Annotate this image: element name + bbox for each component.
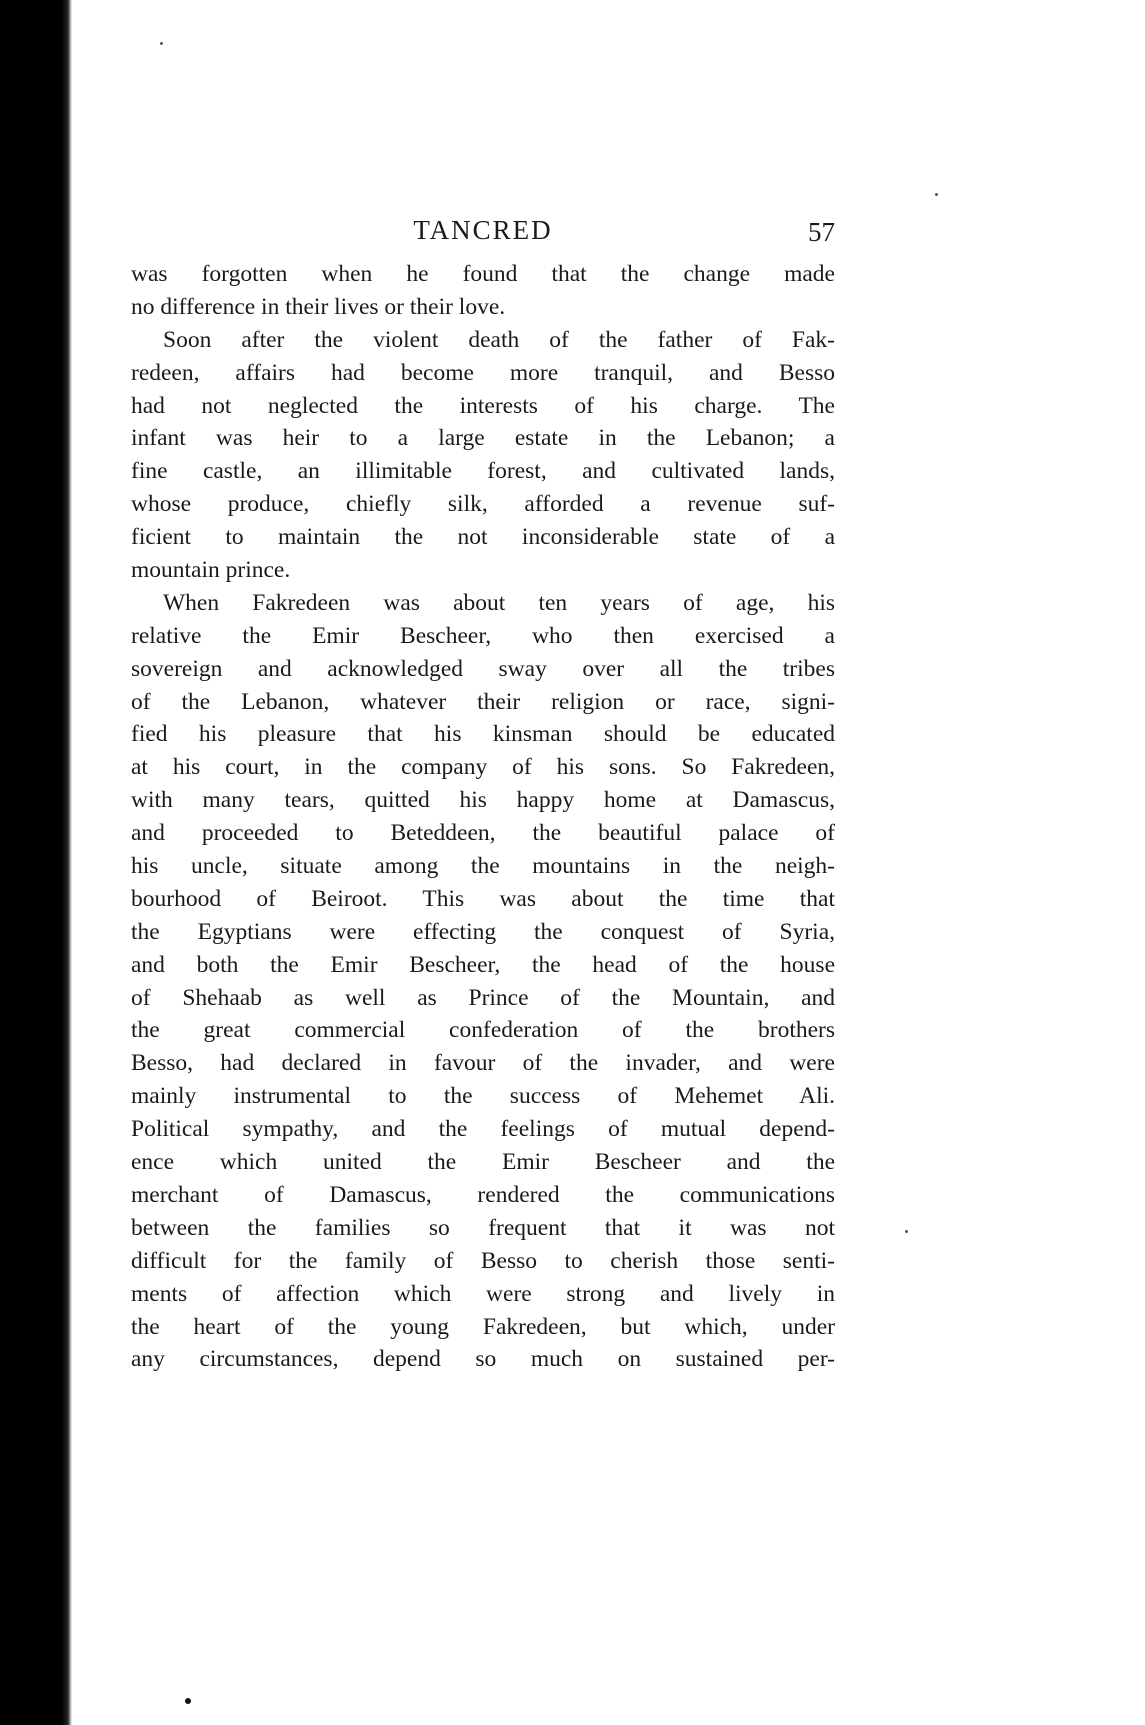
text-line: of Shehaab as well as Prince of the Mountain, and: [131, 984, 835, 1011]
text-line: and both the Emir Bescheer, the head of the house: [131, 951, 835, 978]
text-line: ence which united the Emir Bescheer and the: [131, 1149, 835, 1176]
page-number: 57: [808, 217, 835, 247]
text-line: relative the Emir Bescheer, who then exercised a: [131, 622, 835, 649]
text-line: was forgotten when he found that the change made: [131, 261, 835, 287]
running-title: TANCRED: [413, 215, 553, 245]
text-line: Political sympathy, and the feelings of mutual depend-: [131, 1116, 835, 1143]
scan-speckle: [935, 193, 938, 196]
text-line: the Egyptians were effecting the conquest of Syria,: [131, 918, 835, 945]
text-line: whose produce, chiefly silk, afforded a revenue suf-: [131, 491, 835, 518]
text-line: the great commercial confederation of the brothers: [131, 1017, 835, 1044]
text-line: infant was heir to a large estate in the Lebanon; a: [131, 425, 835, 452]
text-line: his uncle, situate among the mountains in the neigh-: [131, 853, 835, 880]
text-line: Soon after the violent death of the father of Fak-: [163, 326, 835, 353]
text-line: and proceeded to Beteddeen, the beautiful palace of: [131, 820, 835, 847]
text-line: at his court, in the company of his sons. So Fakredeen,: [131, 754, 835, 781]
text-line: the heart of the young Fakredeen, but which, under: [131, 1313, 835, 1340]
text-line: fine castle, an illimitable forest, and cultivated lands,: [131, 458, 835, 485]
scan-speckle: [160, 42, 163, 45]
text-line: any circumstances, depend so much on sustained per-: [131, 1346, 835, 1373]
text-line: Besso, had declared in favour of the invader, and were: [131, 1050, 835, 1077]
text-line: ficient to maintain the not inconsiderable state of a: [131, 524, 835, 551]
text-line: When Fakredeen was about ten years of age, his: [163, 589, 835, 616]
text-line: no difference in their lives or their love.: [131, 293, 506, 320]
text-line: merchant of Damascus, rendered the communications: [131, 1181, 835, 1208]
text-line: had not neglected the interests of his charge. The: [131, 392, 835, 419]
text-line: sovereign and acknowledged sway over all the tribes: [131, 655, 835, 682]
book-binding-shadow: [0, 0, 72, 1725]
text-line: ments of affection which were strong and lively in: [131, 1280, 835, 1307]
text-line: fied his pleasure that his kinsman should be educated: [131, 721, 835, 748]
text-line: of the Lebanon, whatever their religion or race, signi-: [131, 688, 835, 715]
scan-speckle: [905, 1230, 908, 1233]
text-line: redeen, affairs had become more tranquil, and Besso: [131, 359, 835, 386]
text-line: between the families so frequent that it was not: [131, 1214, 835, 1241]
text-line: mainly instrumental to the success of Mehemet Ali.: [131, 1083, 835, 1110]
text-line: difficult for the family of Besso to cherish those senti-: [131, 1247, 835, 1274]
text-line: mountain prince.: [131, 557, 291, 584]
text-line: bourhood of Beiroot. This was about the time that: [131, 885, 835, 912]
scan-speckle: [185, 1698, 191, 1704]
text-line: with many tears, quitted his happy home at Damascus,: [131, 787, 835, 814]
body-text: [131, 258, 835, 1376]
page-header: [131, 212, 835, 252]
